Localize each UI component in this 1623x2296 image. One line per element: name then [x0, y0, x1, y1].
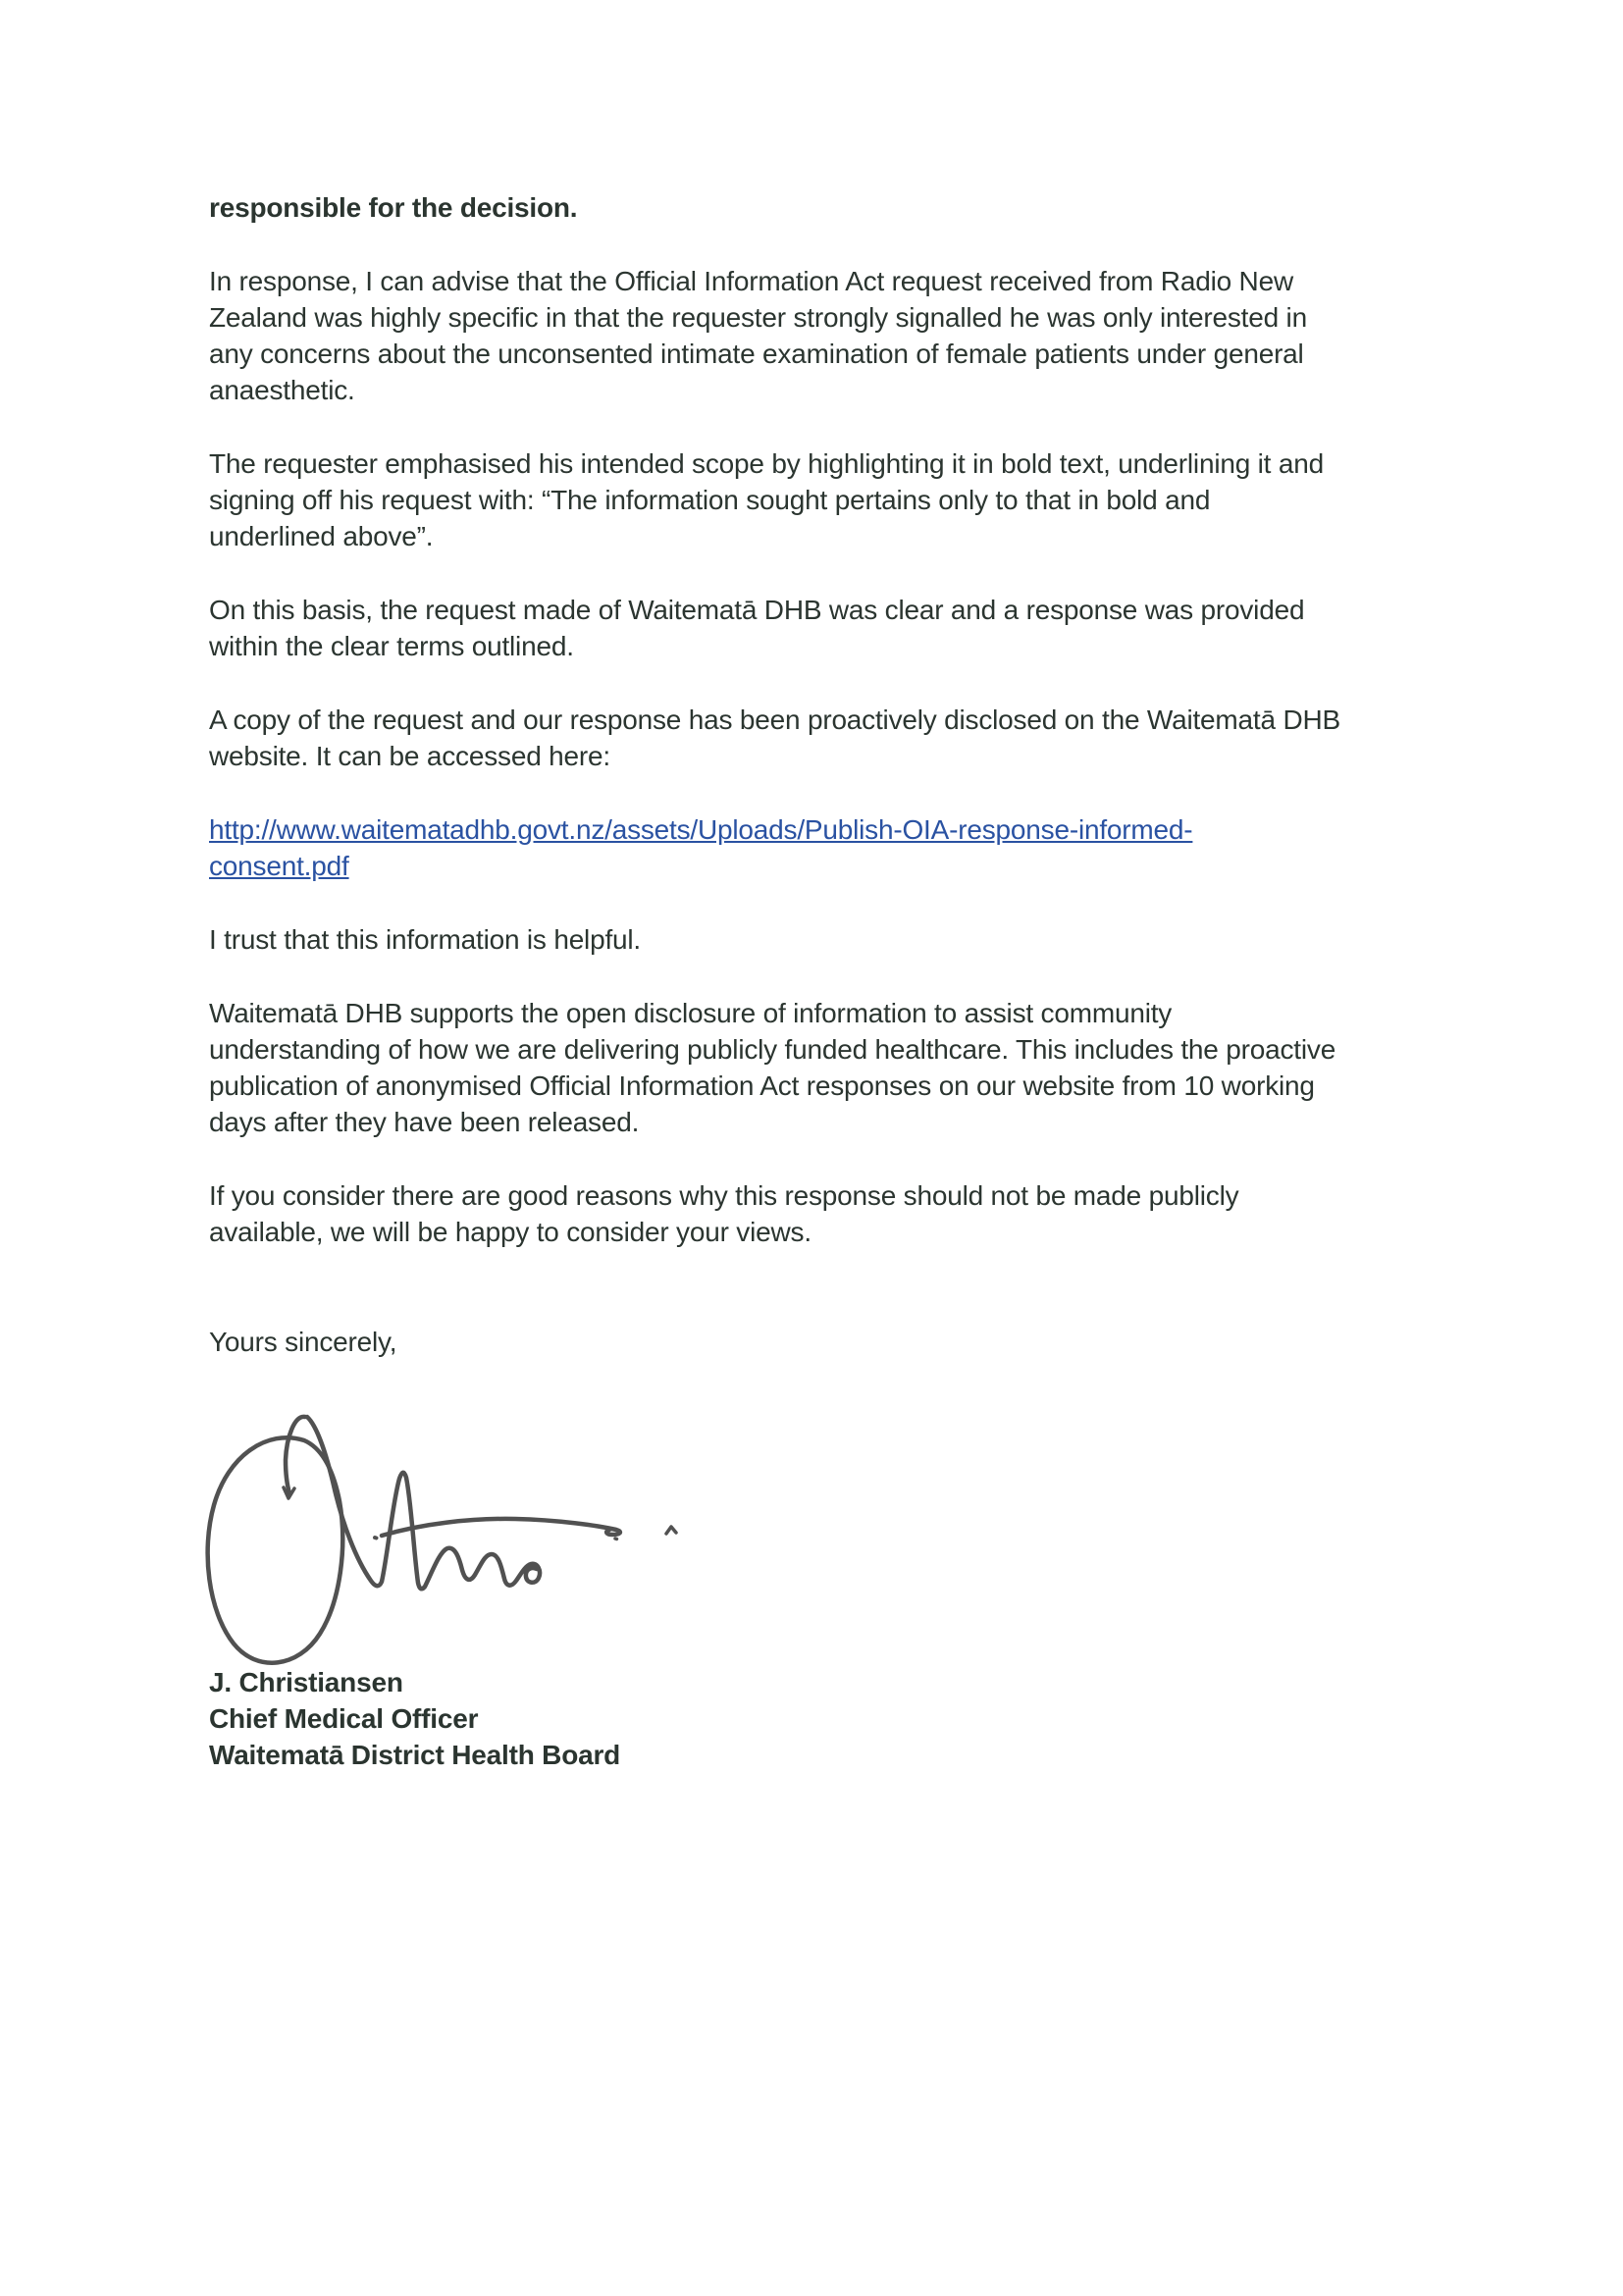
text-line: responsible for the decision. [209, 192, 578, 223]
paragraph-trust [209, 921, 1455, 958]
oia-response-link-continued[interactable]: consent.pdf [209, 851, 349, 881]
text-line: Zealand was highly specific in that the requester strongly signalled he was only interested in [209, 302, 1307, 333]
text-line: website. It can be accessed here: [209, 741, 610, 771]
text-line: On this basis, the request made of Waitematā DHB was clear and a response was provided [209, 595, 1305, 625]
text-line: signing off his request with: “The information sought pertains only to that in bold and [209, 485, 1211, 515]
text-line: any concerns about the unconsented intimate examination of female patients under general [209, 339, 1304, 369]
text-line: I trust that this information is helpful. [209, 924, 642, 955]
closing-salutation [209, 1287, 1455, 1360]
text-line: publication of anonymised Official Information Act responses on our website from 10 working [209, 1070, 1315, 1101]
paragraph-open-disclosure [209, 995, 1455, 1140]
letter-body [209, 189, 1455, 1773]
signature-area [209, 1397, 1455, 1664]
text-line: Yours sincerely, [209, 1327, 397, 1357]
paragraph-link [209, 811, 1455, 884]
paragraph-copy-disclosed [209, 702, 1455, 774]
text-line: anaesthetic. [209, 375, 355, 405]
paragraph-basis [209, 592, 1455, 664]
text-line: within the clear terms outlined. [209, 631, 574, 661]
text-line: A copy of the request and our response has been proactively disclosed on the Waitematā DHB [209, 704, 1340, 735]
signer-name: J. Christiansen [209, 1667, 403, 1697]
text-line: available, we will be happy to consider your views. [209, 1217, 812, 1247]
text-line: The requester emphasised his intended scope by highlighting it in bold text, underlining it and [209, 448, 1324, 479]
text-line: Waitematā DHB supports the open disclosure of information to assist community [209, 998, 1173, 1028]
signer-title: Chief Medical Officer [209, 1703, 479, 1734]
signer-organisation: Waitematā District Health Board [209, 1740, 621, 1770]
paragraph-heading-fragment [209, 189, 1455, 226]
text-line: days after they have been released. [209, 1107, 640, 1137]
paragraph-consider-views [209, 1177, 1455, 1250]
text-line: underlined above”. [209, 521, 434, 551]
paragraph-requester-scope [209, 445, 1455, 554]
oia-response-link[interactable]: http://www.waitematadhb.govt.nz/assets/Uploads/Publish-OIA-response-informed- [209, 814, 1193, 845]
paragraph-response [209, 263, 1455, 408]
text-line: In response, I can advise that the Official Information Act request received from Radio New [209, 266, 1293, 296]
text-line: If you consider there are good reasons why this response should not be made publicly [209, 1180, 1239, 1211]
handwritten-signature-image [177, 1393, 726, 1688]
text-line: understanding of how we are delivering publicly funded healthcare. This includes the proactive [209, 1034, 1336, 1065]
